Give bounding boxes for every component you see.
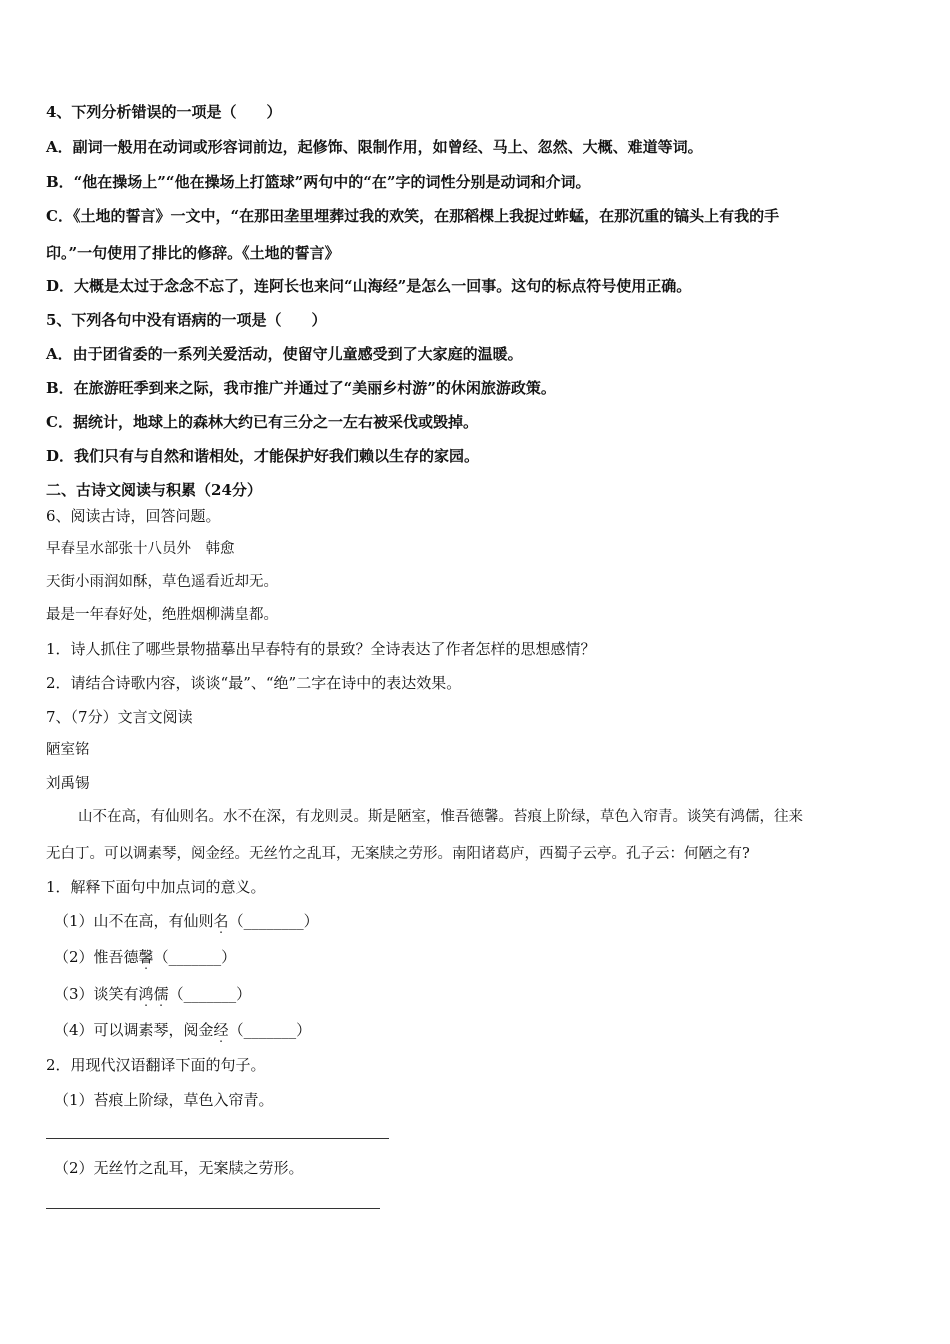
q5-option-c: C．据统计，地球上的森林大约已有三分之一左右被采伐或毁掉。 bbox=[46, 413, 478, 431]
dotted-word: 经 bbox=[213, 1021, 229, 1039]
answer-blank[interactable]: （________） bbox=[228, 912, 319, 930]
q4-option-a: A．副词一般用在动词或形容词前边，起修饰、限制作用，如曾经、马上、忽然、大概、难道等词。 bbox=[46, 138, 703, 156]
dotted-word: 儒 bbox=[153, 985, 169, 1003]
q5-stem: 5、下列各句中没有语病的一项是（ ） bbox=[46, 311, 327, 329]
answer-blank[interactable]: （_______） bbox=[168, 985, 252, 1003]
q5-option-d: D．我们只有与自然和谐相处，才能保护好我们赖以生存的家园。 bbox=[46, 447, 480, 465]
q7-sub-2: 2．用现代汉语翻译下面的句子。 bbox=[46, 1056, 266, 1074]
prose-author: 刘禹锡 bbox=[46, 776, 90, 792]
q6-sub-2: 2．请结合诗歌内容，谈谈“最”、“绝”二字在诗中的表达效果。 bbox=[46, 674, 462, 692]
poem-title: 早春呈水部张十八员外 韩愈 bbox=[46, 541, 235, 557]
q7-stem: 7、（7分）文言文阅读 bbox=[46, 708, 193, 726]
section-heading: 二、古诗文阅读与积累（24分） bbox=[46, 481, 262, 499]
translate-item-2: （2）无丝竹之乱耳，无案牍之劳形。 bbox=[54, 1159, 304, 1177]
q4-option-c-line1: C．《土地的誓言》一文中，“在那田垄里埋葬过我的欢笑，在那稻棵上我捉过蚱蜢，在那沉重的镐头上有我的手 bbox=[46, 207, 780, 225]
item-text: （3）谈笑有 bbox=[54, 985, 139, 1003]
prose-paragraph-line2: 无白丁。可以调素琴，阅金经。无丝竹之乱耳，无案牍之劳形。南阳诸葛庐，西蜀子云亭。孔子云：何陋之有? bbox=[46, 846, 750, 862]
dotted-word: 名 bbox=[213, 912, 229, 930]
q4-stem: 4、下列分析错误的一项是（ ） bbox=[46, 103, 282, 121]
poem-line-2: 最是一年春好处，绝胜烟柳满皇都。 bbox=[46, 607, 278, 623]
q7-item-4 bbox=[54, 1020, 311, 1040]
item-text: （4）可以调素琴，阅金 bbox=[54, 1021, 214, 1039]
answer-line-1[interactable] bbox=[46, 1138, 389, 1139]
answer-blank[interactable]: （_______） bbox=[153, 948, 237, 966]
q4-option-d: D．大概是太过于念念不忘了，连阿长也来问“山海经”是怎么一回事。这句的标点符号使用正确。 bbox=[46, 277, 692, 295]
q5-option-b: B．在旅游旺季到来之际，我市推广并通过了“美丽乡村游”的休闲旅游政策。 bbox=[46, 379, 556, 397]
q5-option-a: A．由于团省委的一系列关爱活动，使留守儿童感受到了大家庭的温暖。 bbox=[46, 345, 523, 363]
item-text: （2）惟吾德 bbox=[54, 948, 139, 966]
prose-paragraph-line1: 山不在高，有仙则名。水不在深，有龙则灵。斯是陋室，惟吾德馨。苔痕上阶绿，草色入帘青。谈笑有鸿儒，往来 bbox=[78, 809, 803, 825]
dotted-word: 鸿 bbox=[138, 985, 154, 1003]
q7-item-2 bbox=[54, 947, 236, 967]
q7-item-3 bbox=[54, 984, 251, 1004]
poem-line-1: 天街小雨润如酥，草色遥看近却无。 bbox=[46, 574, 278, 590]
dotted-word: 馨 bbox=[138, 948, 154, 966]
prose-title: 陋室铭 bbox=[46, 742, 90, 758]
q4-option-b: B．“他在操场上”“他在操场上打篮球”两句中的“在”字的词性分别是动词和介词。 bbox=[46, 173, 591, 191]
q4-option-c-line2: 印。”一句使用了排比的修辞。《土地的誓言》 bbox=[46, 244, 340, 262]
answer-line-2[interactable] bbox=[46, 1208, 380, 1209]
item-text: （1）山不在高，有仙则 bbox=[54, 912, 214, 930]
q6-sub-1: 1．诗人抓住了哪些景物描摹出早春特有的景致？全诗表达了作者怎样的思想感情？ bbox=[46, 640, 596, 658]
translate-item-1: （1）苔痕上阶绿，草色入帘青。 bbox=[54, 1091, 274, 1109]
q6-stem: 6、阅读古诗，回答问题。 bbox=[46, 507, 221, 525]
q7-item-1 bbox=[54, 911, 319, 931]
q7-sub-1: 1．解释下面句中加点词的意义。 bbox=[46, 878, 266, 896]
answer-blank[interactable]: （_______） bbox=[228, 1021, 312, 1039]
